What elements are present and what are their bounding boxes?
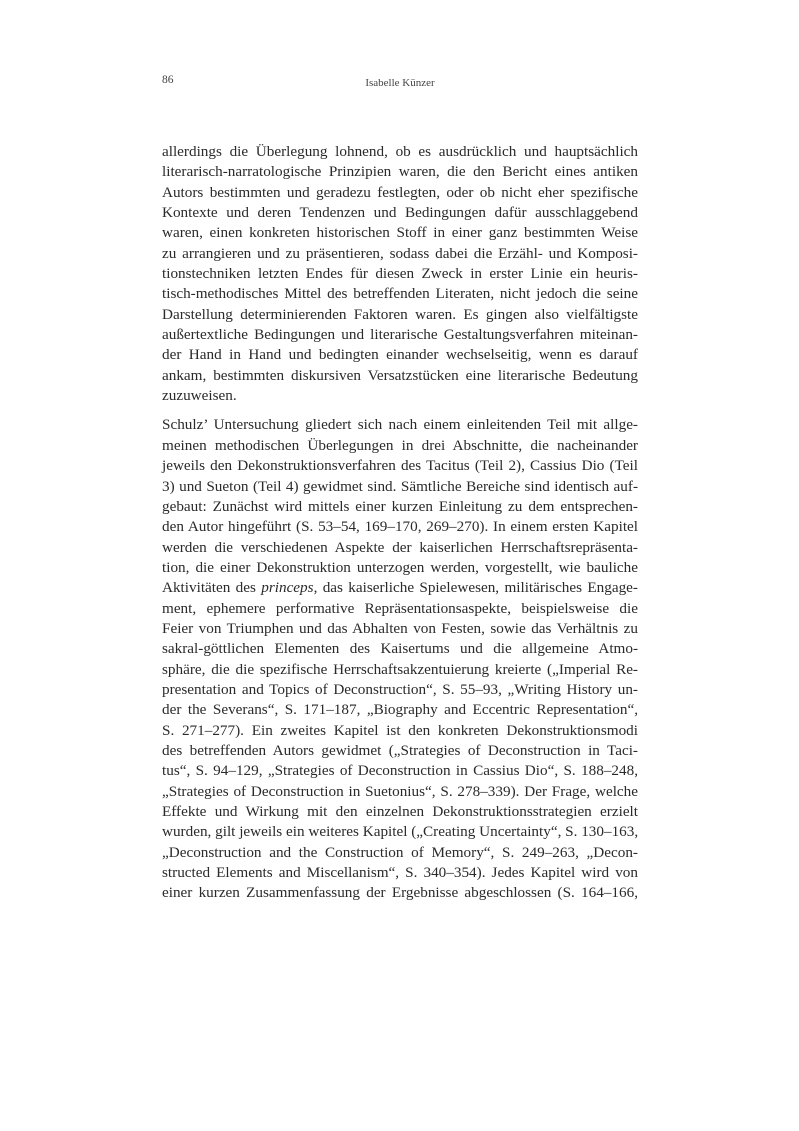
text-line: Autors bestimmten und geradezu festlegten, oder ob nicht eher spezifische (162, 183, 638, 201)
text-line: sphäre, die die spezifische Herrschaftsakzentuierung kreierte („Imperial Re- (162, 660, 638, 678)
text-line: presentation and Topics of Deconstruction“, S. 55–93, „Writing History un- (162, 680, 638, 698)
text-line: tisch-methodisches Mittel des betreffenden Literaten, nicht jedoch die seine (162, 285, 638, 303)
italic-term-princeps: princeps (261, 579, 314, 597)
text-line: structed Elements and Miscellanism“, S. 340–354). Jedes Kapitel wird von (162, 864, 638, 882)
text-line: der Hand in Hand und bedingten einander wechselseitig, wenn es darauf (162, 346, 638, 364)
running-head-author: Isabelle Künzer (365, 77, 435, 89)
text-line: Feier von Triumphen und das Abhalten von Festen, sowie das Verhältnis zu (162, 619, 638, 637)
text-line: ment, ephemere performative Repräsentationsaspekte, beispielsweise die (162, 599, 638, 617)
text-line: zuzuweisen. (162, 387, 237, 405)
text-line: Effekte und Wirkung mit den einzelnen Dekonstruktionsstrategien erzielt (162, 803, 638, 820)
text-line: waren, einen konkreten historischen Stoff in einer ganz bestimmten Weise (162, 224, 638, 242)
text-line: „Deconstruction and the Construction of Memory“, S. 249–263, „Decon- (162, 843, 638, 861)
text-line: den Autor hingeführt (S. 53–54, 169–170, 269–270). In einem ersten Kapitel (162, 518, 638, 536)
text-line: Kontexte und deren Tendenzen und Bedingungen dafür ausschlaggebend (162, 204, 638, 222)
text-line: Darstellung determinierenden Faktoren waren. Es gingen also vielfältigste (162, 305, 638, 323)
text-line: gebaut: Zunächst wird mittels einer kurzen Einleitung zu dem entsprechen- (162, 497, 638, 515)
text-line: 3) und Sueton (Teil 4) gewidmet sind. Sämtliche Bereiche sind identisch auf- (162, 477, 638, 495)
text-line: S. 271–277). Ein zweites Kapitel ist den konkreten Dekonstruktionsmodi (162, 721, 638, 739)
text-segment: , das kaiserliche Spielewesen, militärisches Engage- (313, 579, 638, 597)
text-line: meinen methodischen Überlegungen in drei Abschnitte, die nacheinander (162, 436, 638, 454)
text-line: sakral-göttlichen Elementen des Kaisertums und die allgemeine Atmo- (162, 640, 638, 658)
text-line: der the Severans“, S. 171–187, „Biography and Eccentric Representation“, (162, 701, 638, 719)
text-line: tus“, S. 94–129, „Strategies of Deconstruction in Cassius Dio“, S. 188–248, (162, 762, 638, 780)
text-line: tion, die einer Dekonstruktion unterzogen werden, vorgestellt, wie bauliche (162, 558, 638, 576)
paragraph-1 (162, 142, 638, 406)
text-line: literarisch-narratologische Prinzipien waren, die den Bericht eines antiken (162, 163, 638, 181)
running-head (162, 74, 638, 94)
text-segment: Aktivitäten des (162, 579, 262, 597)
text-line: tionstechniken letzten Endes für diesen Zweck in erster Linie ein heuris- (162, 265, 638, 283)
paragraph-2 (162, 415, 638, 903)
text-line: außertextliche Bedingungen und literarische Gestaltungsverfahren miteinan- (162, 326, 638, 344)
text-line: des betreffenden Autors gewidmet („Strategies of Deconstruction in Taci- (162, 741, 638, 759)
text-line-with-italic (162, 578, 638, 598)
text-line: Schulz’ Untersuchung gliedert sich nach einem einleitenden Teil mit allge- (162, 416, 638, 434)
text-line: jeweils den Dekonstruktionsverfahren des Tacitus (Teil 2), Cassius Dio (Teil (162, 457, 638, 475)
text-line: wurden, gilt jeweils ein weiteres Kapitel („Creating Uncertainty“, S. 130–163, (162, 823, 639, 841)
text-line: allerdings die Überlegung lohnend, ob es ausdrücklich und hauptsächlich (162, 143, 638, 160)
text-line: werden die verschiedenen Aspekte der kaiserlichen Herrschaftsrepräsenta- (162, 538, 638, 556)
text-line: einer kurzen Zusammenfassung der Ergebnisse abgeschlossen (S. 164–166, (162, 884, 638, 902)
page-number: 86 (162, 74, 174, 86)
text-line: „Strategies of Deconstruction in Suetonius“, S. 278–339). Der Frage, welche (162, 782, 638, 800)
text-line: zu arrangieren und zu präsentieren, sodass dabei die Erzähl- und Komposi- (162, 244, 638, 262)
body-text (162, 142, 638, 904)
text-line: ankam, bestimmten diskursiven Versatzstücken eine literarische Bedeutung (162, 366, 638, 384)
